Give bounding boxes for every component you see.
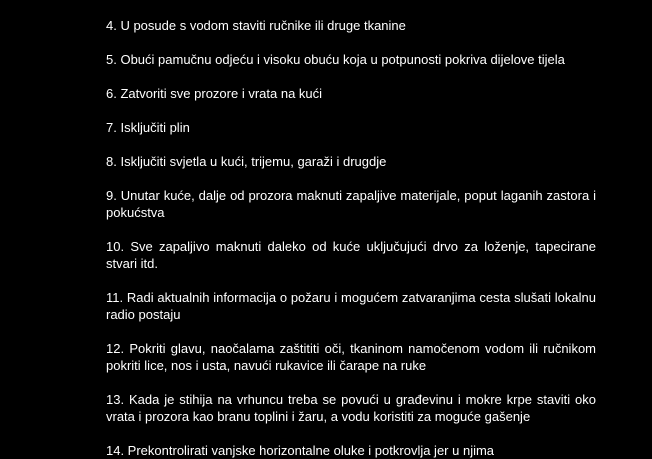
instruction-list xyxy=(106,0,596,459)
list-item: 6. Zatvoriti sve prozore i vrata na kući xyxy=(106,86,323,101)
list-item: 9. Unutar kuće, dalje od prozora maknuti zapaljive materijale, poput laganih zastora i pokućstva xyxy=(106,188,596,220)
list-item: 7. Isključiti plin xyxy=(106,120,190,135)
list-item: 10. Sve zapaljivo maknuti daleko od kuće uključujući drvo za loženje, tapecirane stvari itd. xyxy=(106,239,596,271)
list-item: 13. Kada je stihija na vrhuncu treba se povući u građevinu i mokre krpe staviti oko vrata i prozora kao branu toplini i žaru, a vodu koristiti za moguće gašenje xyxy=(106,392,596,424)
list-item: 5. Obući pamučnu odjeću i visoku obuću koja u potpunosti pokriva dijelove tijela xyxy=(106,52,565,67)
list-item: 8. Isključiti svjetla u kući, trijemu, garaži i drugdje xyxy=(106,154,387,169)
list-item: 11. Radi aktualnih informacija o požaru i mogućem zatvaranjima cesta slušati lokalnu radio postaju xyxy=(106,290,596,322)
list-item: 12. Pokriti glavu, naočalama zaštititi oči, tkaninom namočenom vodom ili ručnikom pokriti lice, nos i usta, navući rukavice ili čarape na ruke xyxy=(106,341,596,373)
list-item: 14. Prekontrolirati vanjske horizontalne oluke i potkrovlja jer u njima xyxy=(106,443,495,458)
list-item: 4. U posude s vodom staviti ručnike ili druge tkanine xyxy=(106,18,406,33)
